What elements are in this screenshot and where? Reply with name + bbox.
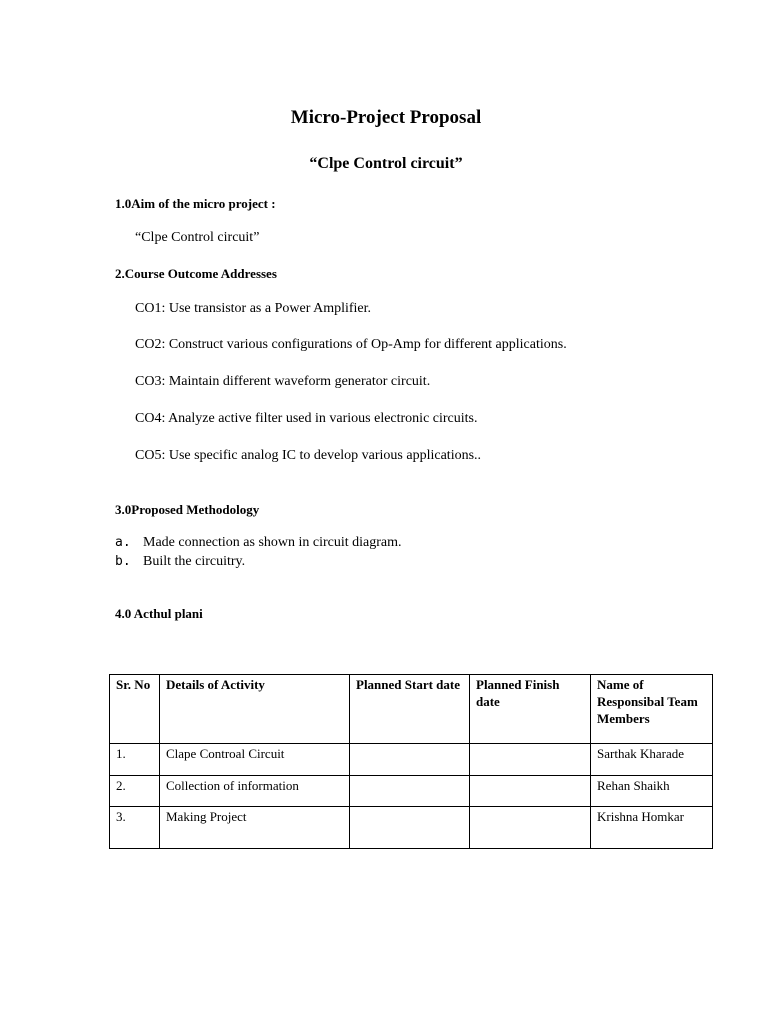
cell-team-member: Rehan Shaikh [591, 776, 713, 807]
outcome-co2: CO2: Construct various configurations of Op-Amp for different applications. [135, 337, 567, 352]
header-planned-start: Planned Start date [350, 675, 470, 744]
project-subtitle: “Clpe Control circuit” [309, 155, 463, 172]
cell-details: Making Project [160, 807, 350, 849]
cell-sr-no: 2. [110, 776, 160, 807]
page-title: Micro-Project Proposal [290, 107, 482, 128]
methodology-item [115, 554, 245, 570]
section-heading-methodology: 3.0Proposed Methodology [115, 502, 260, 517]
section-heading-outcomes: 2.Course Outcome Addresses [115, 266, 277, 281]
table-row [110, 807, 713, 849]
cell-team-member: Sarthak Kharade [591, 744, 713, 776]
outcome-co4: CO4: Analyze active filter used in various electronic circuits. [135, 411, 478, 426]
cell-team-member: Krishna Homkar [591, 807, 713, 849]
header-details: Details of Activity [160, 675, 350, 744]
cell-details: Clape Controal Circuit [160, 744, 350, 776]
table-header-row [110, 675, 713, 744]
list-marker: a. [115, 535, 131, 550]
section-heading-plan: 4.0 Acthul plani [115, 606, 203, 621]
outcome-co3: CO3: Maintain different waveform generator circuit. [135, 374, 431, 389]
cell-sr-no: 3. [110, 807, 160, 849]
header-team-members: Name of Responsibal Team Members [591, 675, 713, 744]
cell-sr-no: 1. [110, 744, 160, 776]
cell-planned-finish [470, 744, 591, 776]
outcome-co5: CO5: Use specific analog IC to develop various applications.. [135, 448, 482, 463]
aim-text: “Clpe Control circuit” [135, 230, 260, 245]
header-planned-finish: Planned Finish date [470, 675, 591, 744]
table-row [110, 744, 713, 776]
methodology-item [115, 535, 402, 551]
cell-planned-start [350, 776, 470, 807]
list-item-text: Built the circuitry. [143, 554, 246, 569]
list-item-text: Made connection as shown in circuit diagram. [143, 535, 402, 550]
section-heading-aim: 1.0Aim of the micro project : [115, 196, 276, 211]
cell-planned-start [350, 744, 470, 776]
cell-details: Collection of information [160, 776, 350, 807]
header-sr-no: Sr. No [110, 675, 160, 744]
table-row [110, 776, 713, 807]
cell-planned-finish [470, 807, 591, 849]
cell-planned-start [350, 807, 470, 849]
activity-plan-table [109, 674, 713, 849]
outcome-co1: CO1: Use transistor as a Power Amplifier. [135, 301, 372, 316]
list-marker: b. [115, 554, 131, 569]
cell-planned-finish [470, 776, 591, 807]
